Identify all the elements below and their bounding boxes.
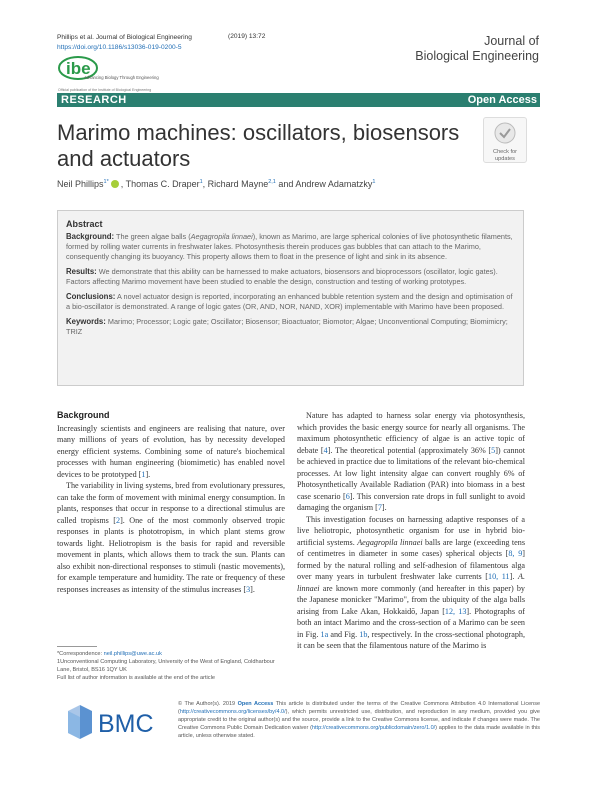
author-1[interactable]: Neil Phillips xyxy=(57,179,104,189)
footnote: *Correspondence: neil.phillips@uwe.ac.uk 1Unconventional Computing Laboratory, University of the West of England, Coldharbour Lane, Bristol, BS16 1QY UK Full list of author information is available at the end of the article xyxy=(57,650,285,682)
correspondence-email[interactable]: neil.phillips@uwe.ac.uk xyxy=(103,651,162,657)
citation-link[interactable]: 4 xyxy=(323,445,328,455)
author-list xyxy=(57,179,375,189)
journal-name[interactable] xyxy=(415,34,539,63)
journal-line-2: Biological Engineering xyxy=(415,48,539,63)
citation-link[interactable]: 3 xyxy=(246,584,251,594)
citation: Phillips et al. Journal of Biological Engineering xyxy=(57,34,192,41)
abstract-background: Background: The green algae balls (Aegagropila linnaei), known as Marimo, are large spherical colonies of live photosynthetic filaments, formed by rolling water currents in freshwater lakes. Photosynthesis therein produces gas bubbles that can attach to the Marimo, consequently changing its buoyancy. This property allows them to float in the presence of light and sink in its absence. xyxy=(66,232,513,261)
running-header xyxy=(57,33,192,52)
license-text: © The Author(s). 2019 Open Access This article is distributed under the terms of the Creative Commons Attribution 4.0 International License (http://creativecommons.org/licenses/by/4.0/), which permits unrestricted use, distribution, and reproduction in any medium, provided you give appropriate credit to the original author(s) and the source, provide a link to the Creative Commons license, and indicate if changes were made. The Creative Commons Public Domain Dedication waiver (http://creativecommons.org/publicdomain/zero/1.0/) applies to the data made available in this article, unless otherwise stated. xyxy=(178,701,541,739)
author-4-affil: 1 xyxy=(372,179,376,185)
citation-link[interactable]: 7 xyxy=(377,503,382,512)
body-column-right xyxy=(297,410,525,652)
article-type: RESEARCH xyxy=(61,94,127,106)
author-3-affil: 2,1 xyxy=(268,179,276,185)
article-title: Marimo machines: oscillators, biosensors and actuators xyxy=(57,120,460,171)
figure-link[interactable]: 1b xyxy=(359,629,368,639)
year-volume: (2019) 13:72 xyxy=(228,33,266,40)
bmc-logo xyxy=(66,705,178,739)
cc0-link[interactable]: http://creativecommons.org/publicdomain/zero/1.0/ xyxy=(311,725,436,731)
orcid-icon[interactable] xyxy=(111,180,119,188)
abstract-results: Results: We demonstrate that this ability can be harnessed to make actuators, biosensors and bioprocessors (oscillator, logic gates). Factors affecting Marimo movement have been studied to enable the design, construction and testing of working prototypes. xyxy=(66,267,498,286)
abstract-keywords: Keywords: Marimo; Processor; Logic gate; Oscillator; Biosensor; Bioactuator; Biomotor; Algae; Unconventional Computing; Biomimicry; TRIZ xyxy=(66,317,508,336)
paragraph: This investigation focuses on harnessing adaptive responses of a live heliotropic, photosynthetic organism for use in hybrid bio-artificial systems. Aegagropila linnaei balls are large (exceeding tens of centimetres in diameter in some cases) spherical objects [8, 9] formed by the natural rolling and self-adhesion of filamentous alga over many years in turbulent freshwater lake currents [10, 11]. A. linnaei are known more commonly (and hereafter in this paper) by the Japanese monicker "Marimo", from the ubiquity of the alga balls arising from Lake Akan, Hokkaidō, Japan [12, 13]. Photographs of both an intact Marimo and the cross-section of a Marimo can be seen in Fig. 1a and Fig. 1b, respectively. In the cross-sectional photograph, it can be seen that the filamentous nature of the Marimo is xyxy=(297,514,525,650)
doi-link[interactable]: https://doi.org/10.1186/s13036-019-0200-5 xyxy=(57,43,182,51)
author-1-affil: 1* xyxy=(103,179,109,185)
body-column-left xyxy=(57,410,285,595)
paragraph: Increasingly scientists and engineers are realising that nature, over many millions of years of evolution, has by necessity developed energy efficient systems. Combining some of nature's biochemical processes with human engineering (biomimetic) has enabled novel devices to be prototyped [1]. xyxy=(57,423,285,479)
svg-text:ibe: ibe xyxy=(66,59,91,78)
citation-link[interactable]: 10, 11 xyxy=(488,572,510,581)
author-3[interactable]: , Richard Mayne xyxy=(202,179,269,189)
citation-link[interactable]: 12, 13 xyxy=(444,606,467,616)
citation-link[interactable]: 5 xyxy=(491,445,496,455)
abstract-conclusions: Conclusions: A novel actuator design is reported, incorporating an enhanced bubble retention system and the design and optimisation of a bio-oscillator is demonstrated. A range of logic gates (OR, AND, NOR, NAND, XOR) implementable with Marimo have been proposed. xyxy=(66,292,513,311)
abstract-box xyxy=(57,210,524,386)
paragraph: Nature has adapted to harness solar energy via photosynthesis, which provides the basic energy source for nearly all organisms. The maximum photosynthetic efficiency of algae is an active topic of debate [4]. The theoretical potential (approximately 36% [5]) cannot be achieved in practice due to limitations of the relevant bio-chemical processes. At low light intensity algae can convert roughly 6% of Photosynthetically Available Radiation (PAR) into biomass in a best case scenario [6]. This conversion rate drops in full sunlight to avoid damaging the organism [7]. xyxy=(297,411,525,512)
footnote-rule xyxy=(57,646,97,647)
figure-link[interactable]: 1a xyxy=(320,629,329,639)
affiliation: 1Unconventional Computing Laboratory, University of the West of England, Coldharbour Lane, Bristol, BS16 1QY UK xyxy=(57,659,275,673)
author-2-affil: 1 xyxy=(199,179,203,185)
citation-link[interactable]: 2 xyxy=(116,515,121,525)
ibe-logo-sub: Advancing Biology Through Engineering xyxy=(84,75,159,80)
journal-line-1: Journal of xyxy=(484,34,539,48)
section-heading-background: Background xyxy=(57,410,110,420)
crossmark-line-1: Check for xyxy=(493,149,517,155)
check-for-updates-button[interactable] xyxy=(483,117,527,163)
crossmark-icon xyxy=(494,122,516,144)
crossmark-line-2: updates xyxy=(495,155,515,162)
ibe-tagline: Official publication of the Institute of Biological Engineering xyxy=(58,88,152,92)
citation-link[interactable]: 8, 9 xyxy=(508,549,523,558)
bmc-wordmark: BMC xyxy=(98,710,154,738)
paragraph: The variability in living systems, bred from evolutionary pressures, can take the form of movement with minimal energy consumption. In plants, responses that occur in response to a directional stimulus are called tropisms [2]. One of the most commonly observed tropic responses in plants is phototropism, in which plant stems grow towards light. Heliotropism is the basis for rapid and reversible movement in plants, which allows them to track the sun. Plants can also exhibit non-directional responses to stimuli (nastic movements), for example temperature and humidity. The rate or frequency of these responses increases as intensity of the stimulus increases [3]. xyxy=(57,481,286,594)
license-link[interactable]: http://creativecommons.org/licenses/by/4.0/ xyxy=(179,709,286,715)
author-4[interactable]: and Andrew Adamatzky xyxy=(275,179,373,189)
author-2[interactable]: , Thomas C. Draper xyxy=(120,179,200,189)
citation-link[interactable]: 1 xyxy=(141,469,146,479)
abstract-heading: Abstract xyxy=(66,219,103,229)
ibe-logo xyxy=(58,55,168,87)
citation-link[interactable]: 6 xyxy=(345,491,350,501)
open-access-label: Open Access xyxy=(467,94,537,106)
full-author-info-note: Full list of author information is available at the end of the article xyxy=(57,675,215,681)
